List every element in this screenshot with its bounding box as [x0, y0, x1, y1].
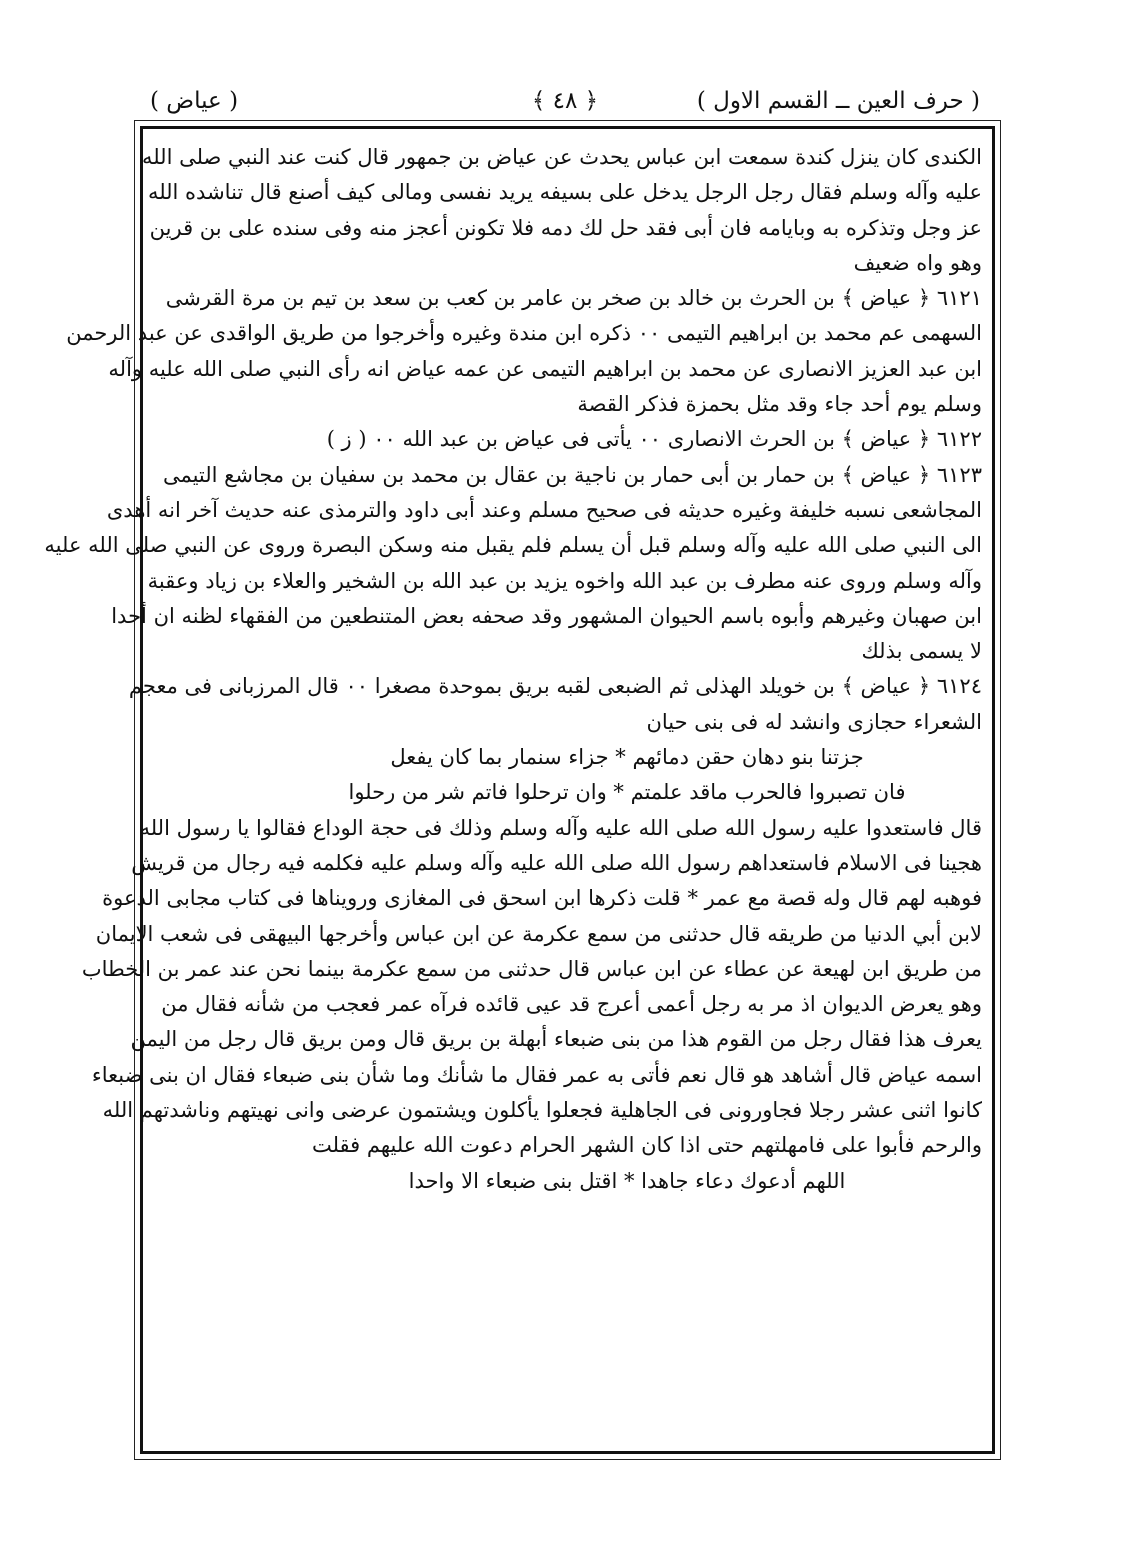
entry-6122: ٦١٢٢ ﴿ عياض ﴾ بن الحرث الانصارى ٠٠ يأتى فى عياض بن عبد الله ٠٠ ( ز ) [326, 427, 982, 452]
text-line: من طريق ابن لهيعة عن عطاء عن ابن عباس قال حدثنى من سمع عكرمة بينما نحن عند عمر بن الخطاب [81, 956, 982, 981]
entry-6123: ٦١٢٣ ﴿ عياض ﴾ بن حمار بن أبى حمار بن ناجية بن عقال بن محمد بن سفيان بن مجاشع التيمى [162, 462, 982, 487]
verse-line: فان تصبروا فالحرب ماقد علمتم * وان ترحلوا فاتم شر من رحلوا [348, 780, 906, 805]
text-line: كانوا اثنى عشر رجلا فجاورونى فى الجاهلية فجعلوا يأكلون ويشتمون عرضى وانى نهيتهم وناشدتهم الله [102, 1098, 982, 1123]
page-header [150, 88, 980, 124]
text-line: لا يسمى بذلك [861, 639, 982, 664]
chapter-title: ( حرف العين ــ القسم الاول ) [696, 88, 980, 114]
entry-6121: ٦١٢١ ﴿ عياض ﴾ بن الحرث بن خالد بن صخر بن عامر بن كعب بن سعد بن تيم بن مرة القرشى [165, 286, 982, 311]
verse-line: اللهم أدعوك دعاء جاهدا * اقتل بنى ضبعاء الا واحدا [408, 1168, 846, 1193]
text-line: وسلم يوم أحد جاء وقد مثل بحمزة فذكر القصة [577, 392, 982, 417]
page-number: ﴿ ٤٨ ﴾ [531, 88, 599, 114]
text-line: وهو يعرض الديوان اذ مر به رجل أعمى أعرج قد عيى قائده فرآه عمر فعجب من شأنه فقال من [161, 992, 982, 1017]
text-line: الكندى كان ينزل كندة سمعت ابن عباس يحدث عن عياض بن جمهور قال كنت عند النبي صلى الله [141, 145, 982, 169]
text-line: وآله وسلم وروى عنه مطرف بن عبد الله واخوه يزيد بن عبد الله بن الشخير والعلاء بن زياد وعقبة [147, 568, 982, 593]
text-line: الى النبي صلى الله عليه وآله وسلم قبل أن يسلم فلم يقبل منه وسكن البصرة وروى عن النبي صلى الله عليه [44, 533, 982, 558]
text-line: اسمه عياض قال أشاهد هو قال نعم فأتى به عمر فقال ما شأنك وما شأن بنى ضبعاء فقال ان بنى ضبعاء [91, 1062, 982, 1087]
verse-line: جزتنا بنو دهان حقن دمائهم * جزاء سنمار بما كان يفعل [390, 745, 864, 770]
body-text [44, 140, 982, 1199]
text-line: قال فاستعدوا عليه رسول الله صلى الله عليه وآله وسلم وذلك فى حجة الوداع فقالوا يا رسول الله [139, 815, 982, 840]
text-line: المجاشعى نسبه خليفة وغيره حديثه فى صحيح مسلم وعند أبى داود والترمذى عنه حديث آخر انه أهدى [106, 497, 982, 522]
text-line: ابن عبد العزيز الانصارى عن محمد بن ابراهيم التيمى عن عمه عياض انه رأى النبي صلى الله عليه وآله [108, 356, 982, 381]
text-line: السهمى عم محمد بن ابراهيم التيمى ٠٠ ذكره ابن مندة وغيره وأخرجوا من طريق الواقدى عن عبد الرحمن [66, 321, 982, 346]
text-line: عز وجل وتذكره به وبايامه فان أبى فقد حل لك دمه فلا تكونن أعجز منه وفى سنده على بن قرين [149, 215, 982, 240]
entry-name: ( عياض ) [150, 88, 239, 114]
text-line: فوهبه لهم قال وله قصة مع عمر * قلت ذكرها ابن اسحق فى المغازى ورويناها فى كتاب مجابى الدعوة [102, 886, 982, 911]
text-line: والرحم فأبوا على فامهلتهم حتى اذا كان الشهر الحرام دعوت الله عليهم فقلت [311, 1133, 982, 1158]
entry-6124: ٦١٢٤ ﴿ عياض ﴾ بن خويلد الهذلى ثم الضبعى لقبه بريق بموحدة مصغرا ٠٠ قال المرزبانى فى معجم [128, 674, 982, 699]
text-line: وهو واه ضعيف [853, 250, 982, 275]
text-line: الشعراء حجازى وانشد له فى بنى حيان [646, 709, 982, 734]
text-line: هجينا فى الاسلام فاستعداهم رسول الله صلى الله عليه وآله وسلم عليه فكلمه فيه رجال من قريش [131, 850, 982, 875]
text-line: عليه وآله وسلم فقال رجل الرجل يدخل على بسيفه يريد نفسى ومالى كيف أصنع قال تناشده الله [147, 180, 982, 205]
text-line: يعرف هذا فقال رجل من القوم هذا من بنى ضبعاء أبهلة بن بريق قال ومن بريق قال رجل من اليمن [130, 1027, 982, 1052]
text-line: لابن أبي الدنيا من طريقه قال حدثنى من سمع عكرمة عن ابن عباس وأخرجها البيهقى فى شعب الايمان [95, 921, 982, 946]
text-line: ابن صهبان وغيرهم وأبوه باسم الحيوان المشهور وقد صحفه بعض المتنطعين من الفقهاء لظنه ان أحدا [111, 603, 982, 628]
